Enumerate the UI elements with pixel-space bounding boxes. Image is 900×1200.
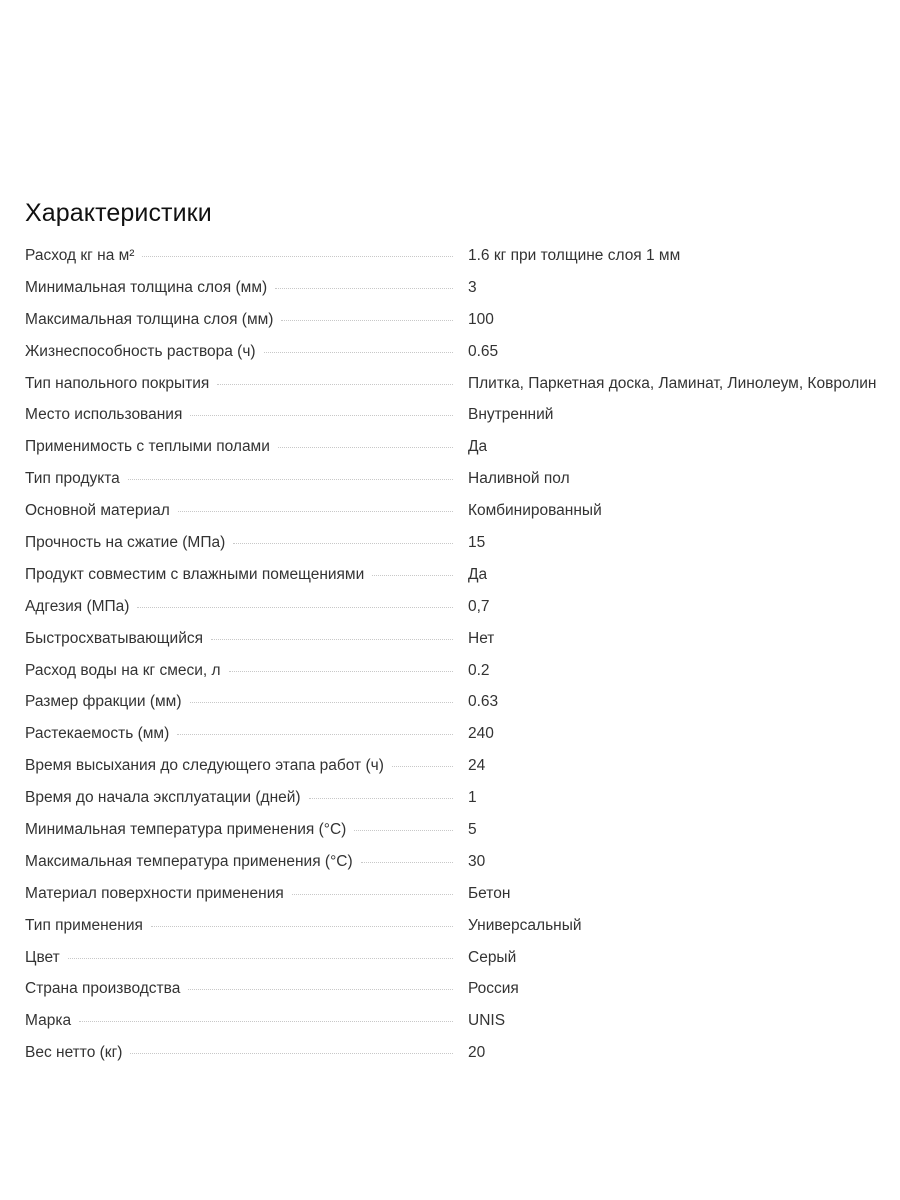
dotted-leader <box>361 862 453 863</box>
dotted-leader <box>188 989 453 990</box>
dotted-leader <box>292 894 453 895</box>
spec-value: Плитка, Паркетная доска, Ламинат, Линолеум, Ковролин <box>468 374 877 392</box>
spec-value: 0,7 <box>468 597 490 615</box>
spec-name: Быстросхватывающийся <box>25 629 204 647</box>
dotted-leader <box>281 320 453 321</box>
spec-row <box>25 629 900 661</box>
spec-row <box>25 788 900 820</box>
dotted-leader <box>229 671 453 672</box>
spec-name: Тип применения <box>25 916 143 934</box>
spec-value: Россия <box>468 980 519 998</box>
spec-row <box>25 469 900 501</box>
spec-value: 1 <box>468 789 477 807</box>
spec-name-cell <box>25 342 453 362</box>
spec-row <box>25 533 900 565</box>
spec-value: Бетон <box>468 884 511 902</box>
spec-row <box>25 246 900 278</box>
spec-row <box>25 852 900 884</box>
spec-name-cell <box>25 246 453 266</box>
spec-row <box>25 565 900 597</box>
spec-name-cell <box>25 405 453 425</box>
spec-name: Вес нетто (кг) <box>25 1044 123 1062</box>
dotted-leader <box>178 511 453 512</box>
spec-name: Материал поверхности применения <box>25 884 284 902</box>
dotted-leader <box>211 639 453 640</box>
spec-value: 20 <box>468 1044 486 1062</box>
spec-name: Расход воды на кг смеси, л <box>25 661 221 679</box>
spec-value: Серый <box>468 948 517 966</box>
spec-row <box>25 724 900 756</box>
dotted-leader <box>392 766 453 767</box>
spec-value: 0.2 <box>468 661 490 679</box>
spec-name-cell <box>25 884 453 904</box>
spec-row <box>25 661 900 693</box>
spec-name-cell <box>25 533 453 553</box>
dotted-leader <box>278 447 453 448</box>
dotted-leader <box>233 543 453 544</box>
spec-value: UNIS <box>468 1012 506 1030</box>
spec-row <box>25 820 900 852</box>
spec-name: Продукт совместим с влажными помещениями <box>25 565 365 583</box>
dotted-leader <box>130 1053 453 1054</box>
spec-name-cell <box>25 1011 453 1031</box>
spec-name-cell <box>25 565 453 585</box>
spec-row <box>25 692 900 724</box>
spec-name-cell <box>25 661 453 681</box>
spec-row <box>25 501 900 533</box>
spec-row <box>25 948 900 980</box>
spec-row <box>25 374 900 406</box>
spec-row <box>25 1043 900 1075</box>
spec-name-cell <box>25 469 453 489</box>
dotted-leader <box>309 798 453 799</box>
spec-name-cell <box>25 597 453 617</box>
dotted-leader <box>128 479 453 480</box>
spec-row <box>25 405 900 437</box>
spec-name-cell <box>25 310 453 330</box>
dotted-leader <box>142 256 453 257</box>
spec-name: Минимальная температура применения (°C) <box>25 821 347 839</box>
spec-value: 100 <box>468 310 494 328</box>
spec-row <box>25 437 900 469</box>
spec-name: Страна производства <box>25 980 181 998</box>
spec-value: Универсальный <box>468 916 582 934</box>
spec-name-cell <box>25 374 453 394</box>
spec-row <box>25 342 900 374</box>
spec-value: 3 <box>468 278 477 296</box>
spec-row <box>25 278 900 310</box>
spec-value: 1.6 кг при толщине слоя 1 мм <box>468 247 681 264</box>
spec-name: Применимость с теплыми полами <box>25 438 270 456</box>
spec-name-cell <box>25 724 453 744</box>
spec-name: Максимальная температура применения (°C) <box>25 852 353 870</box>
spec-row <box>25 916 900 948</box>
spec-name: Расход кг на м² <box>25 247 135 264</box>
spec-name: Цвет <box>25 948 60 966</box>
dotted-leader <box>137 607 453 608</box>
spec-name-cell <box>25 1043 453 1063</box>
dotted-leader <box>372 575 453 576</box>
dotted-leader <box>354 830 453 831</box>
spec-name: Максимальная толщина слоя (мм) <box>25 310 274 328</box>
spec-value: 0.65 <box>468 342 499 360</box>
spec-value: Внутренний <box>468 406 554 424</box>
dotted-leader <box>217 384 453 385</box>
spec-name-cell <box>25 820 453 840</box>
spec-name-cell <box>25 948 453 968</box>
spec-name: Тип напольного покрытия <box>25 374 210 392</box>
spec-name: Время высыхания до следующего этапа работ (ч) <box>25 757 384 775</box>
spec-row <box>25 756 900 788</box>
dotted-leader <box>190 415 453 416</box>
specifications-list <box>25 246 900 1075</box>
spec-value: 15 <box>468 534 486 552</box>
specifications-section <box>25 196 900 1075</box>
spec-name-cell <box>25 916 453 936</box>
spec-name-cell <box>25 629 453 649</box>
spec-value: Комбинированный <box>468 502 602 520</box>
specifications-title: Характеристики <box>25 199 212 227</box>
spec-name-cell <box>25 788 453 808</box>
dotted-leader <box>68 958 453 959</box>
spec-value: Наливной пол <box>468 470 570 488</box>
spec-value: Нет <box>468 629 495 647</box>
spec-value: 30 <box>468 852 486 870</box>
spec-value: Да <box>468 438 488 456</box>
spec-value: 0.63 <box>468 693 499 711</box>
dotted-leader <box>177 734 453 735</box>
spec-name: Место использования <box>25 406 183 424</box>
spec-name: Марка <box>25 1012 72 1030</box>
dotted-leader <box>275 288 453 289</box>
spec-row <box>25 310 900 342</box>
spec-row <box>25 597 900 629</box>
spec-name-cell <box>25 756 453 776</box>
spec-name-cell <box>25 692 453 712</box>
spec-name-cell <box>25 501 453 521</box>
spec-name: Размер фракции (мм) <box>25 693 182 711</box>
dotted-leader <box>79 1021 453 1022</box>
dotted-leader <box>264 352 453 353</box>
dotted-leader <box>190 702 454 703</box>
spec-name: Время до начала эксплуатации (дней) <box>25 789 301 807</box>
dotted-leader <box>151 926 453 927</box>
spec-name: Минимальная толщина слоя (мм) <box>25 278 268 296</box>
spec-name: Жизнеспособность раствора (ч) <box>25 342 256 360</box>
spec-name-cell <box>25 852 453 872</box>
spec-name: Тип продукта <box>25 470 120 488</box>
spec-row <box>25 884 900 916</box>
spec-name: Адгезия (МПа) <box>25 597 130 615</box>
spec-value: Да <box>468 565 488 583</box>
spec-row <box>25 1011 900 1043</box>
spec-value: 24 <box>468 757 486 775</box>
spec-value: 240 <box>468 725 494 743</box>
spec-name: Прочность на сжатие (МПа) <box>25 534 226 552</box>
spec-name-cell <box>25 979 453 999</box>
spec-name-cell <box>25 437 453 457</box>
spec-name: Основной материал <box>25 502 170 520</box>
spec-name: Растекаемость (мм) <box>25 725 170 743</box>
spec-row <box>25 979 900 1011</box>
spec-name-cell <box>25 278 453 298</box>
spec-value: 5 <box>468 821 477 839</box>
